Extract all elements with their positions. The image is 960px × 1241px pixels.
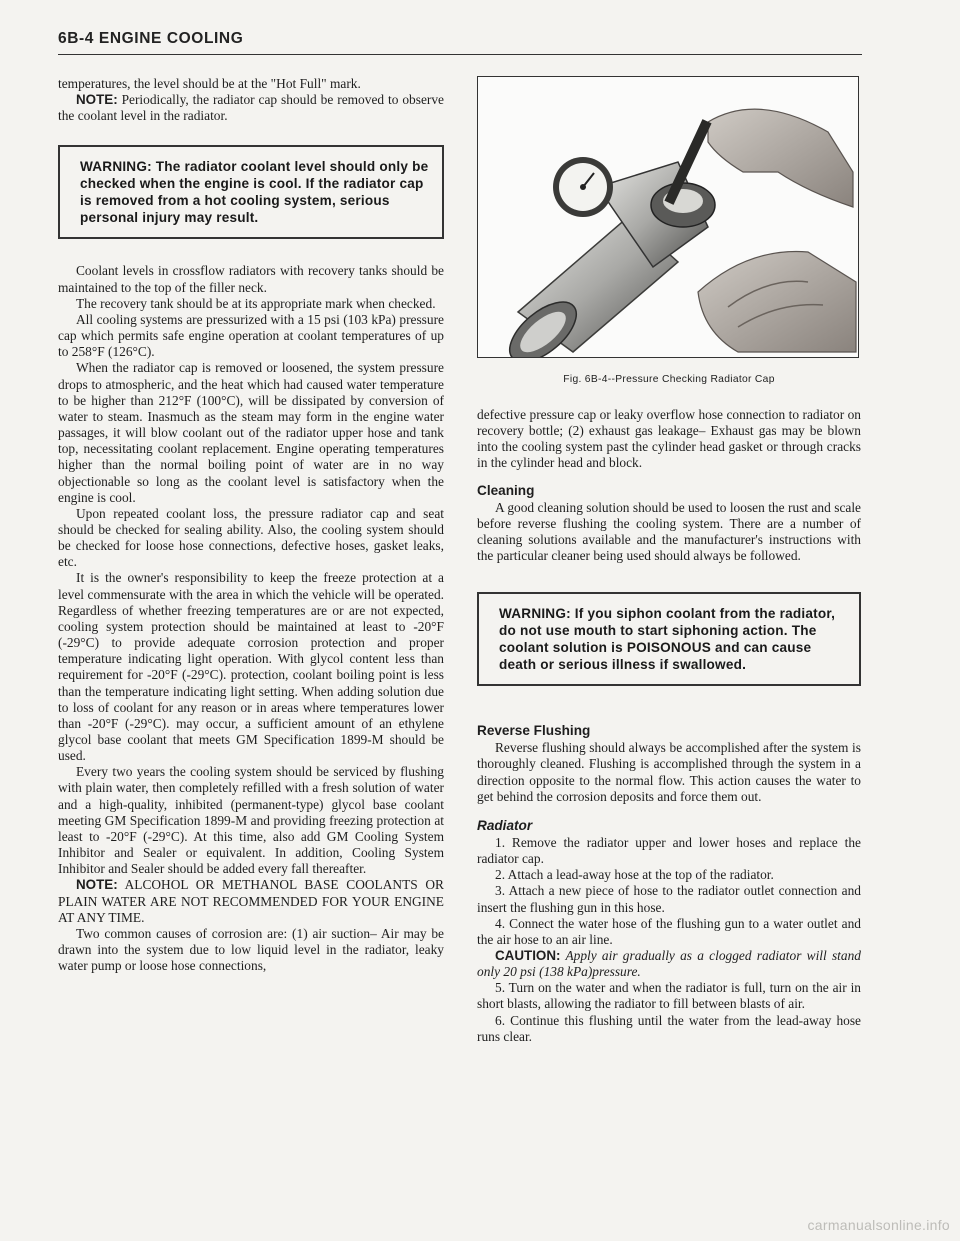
note-text: Periodically, the radiator cap should be removed to observe the coolant level in the radiator.: [58, 92, 444, 124]
note-paragraph: [58, 877, 444, 925]
step-1: 1. Remove the radiator upper and lower hoses and replace the radiator cap.: [477, 834, 861, 867]
paragraph: A good cleaning solution should be used to loosen the rust and scale before reverse flushing the cooling system. There are a number of cleaning solutions available and the manufacturer's instructions with the particular cleaner being used should always be followed.: [477, 499, 861, 564]
paragraph: All cooling systems are pressurized with a 15 psi (103 kPa) pressure cap which permits safe engine operation at coolant temperatures of up to 258°F (126°C).: [58, 311, 444, 360]
note-label: NOTE:: [76, 92, 118, 108]
note-label: NOTE:: [76, 877, 118, 893]
warning-box: WARNING: If you siphon coolant from the radiator, do not use mouth to start siphoning action. The coolant solution is POISONOUS and can cause death or serious illness if swallowed.: [477, 592, 861, 686]
step-4: 4. Connect the water hose of the flushing gun to a water outlet and the air hose to an air line.: [477, 915, 861, 947]
section-heading-cleaning: Cleaning: [477, 482, 535, 498]
note-paragraph: [58, 92, 444, 124]
paragraph: Every two years the cooling system should be serviced by flushing with plain water, then completely refilled with a fresh solution of water and a high-quality, inhibited (permanent-type) glycol base coolant meeting GM Specification 1899-M and providing freezing protection at least to -20°F (-29°C). At this time, also add GM Cooling System Inhibitor and Sealer or equivalent. In addition, Cooling System Inhibitor and Sealer should be added every fall thereafter.: [58, 764, 444, 877]
caution-paragraph: [477, 948, 861, 980]
subheading-radiator: Radiator: [477, 817, 533, 833]
paragraph: The recovery tank should be at its appropriate mark when checked.: [76, 295, 436, 311]
step-3: 3. Attach a new piece of hose to the radiator outlet connection and insert the flushing gun in this hose.: [477, 883, 861, 915]
paragraph: Coolant levels in crossflow radiators with recovery tanks should be maintained to the top of the filler neck.: [58, 263, 444, 295]
figure-caption: Fig. 6B-4--Pressure Checking Radiator Cap: [563, 374, 775, 385]
note-text: ALCOHOL OR METHANOL BASE COOLANTS OR PLAIN WATER ARE NOT RECOMMENDED FOR YOUR ENGINE AT ANY TIME.: [58, 877, 444, 925]
step-2: 2. Attach a lead-away hose at the top of the radiator.: [495, 867, 774, 883]
radiator-cap-tester-illustration: [478, 77, 858, 357]
paragraph: defective pressure cap or leaky overflow hose connection to radiator on recovery bottle; (2) exhaust gas leakage– Exhaust gas may be blown into the cooling system past the cylinder head gasket or through cracks in the cylinder head and block.: [477, 407, 861, 471]
page-header: 6B-4 ENGINE COOLING: [58, 30, 244, 47]
left-column: [58, 76, 444, 974]
warning-box: WARNING: The radiator coolant level should only be checked when the engine is cool. If the radiator cap is removed from a hot cooling system, serious personal injury may result.: [58, 145, 444, 239]
paragraph: Reverse flushing should always be accomplished after the system is thoroughly cleaned. Flushing is accomplished through the system in a direction opposite to the normal flow. This action causes the water to get behind the corrosion deposits and force them out.: [477, 740, 861, 804]
paragraph: When the radiator cap is removed or loosened, the system pressure drops to atmospheric, and the heat which had caused water temperature to be higher than 212°F (100°C), will be dissipated by conversion of water to steam. Inasmuch as the steam may form in the engine water passages, it will blow coolant out of the radiator upper hose and tank top, necessitating coolant replacement. Engine operating temperatures higher than the normal boiling point of water are in no way objectionable so long as the coolant level is satisfactory when the engine is cool.: [58, 360, 444, 505]
watermark: carmanualsonline.info: [807, 1217, 950, 1233]
paragraph: Upon repeated coolant loss, the pressure radiator cap and seat should be checked for sealing ability. Also, the cooling system should be checked for loose hose connections, defective hoses, gasket leaks, etc.: [58, 505, 444, 570]
paragraph: Two common causes of corrosion are: (1) air suction– Air may be drawn into the system due to low liquid level in the radiator, leaky water pump or loose hose connections,: [58, 925, 444, 974]
caution-text: Apply air gradually as a clogged radiator will stand only 20 psi (138 kPa)pressure.: [477, 947, 861, 980]
figure-image: [477, 76, 859, 358]
paragraph: temperatures, the level should be at the "Hot Full" mark.: [58, 76, 361, 91]
right-column: [477, 76, 861, 1045]
step-5: 5. Turn on the water and when the radiator is full, turn on the air in short blasts, allowing the radiator to fill between blasts of air.: [477, 980, 861, 1012]
header-rule: [58, 54, 862, 55]
paragraph: It is the owner's responsibility to keep the freeze protection at a level commensurate with the area in which the vehicle will be operated. Regardless of whether freezing temperatures are or are not expected, cooling system protection should be maintained at least to -20°F (-29°C) to provide adequate corrosion protection and proper temperature indicating light operation. With glycol content less than requirement for -20°F (-29°C). protection, coolant boiling point is less than the temperature indicating light setting. When adding solution due to loss of coolant for any reason or in areas where temperatures lower than -20°F (-29°C). may occur, a sufficient amount of an ethylene glycol base coolant that meets GM Specification 1899-M should be used.: [58, 570, 444, 764]
step-6: 6. Continue this flushing until the water from the lead-away hose runs clear.: [477, 1012, 861, 1044]
caution-label: CAUTION:: [495, 947, 561, 963]
section-heading-reverse-flushing: Reverse Flushing: [477, 723, 591, 739]
